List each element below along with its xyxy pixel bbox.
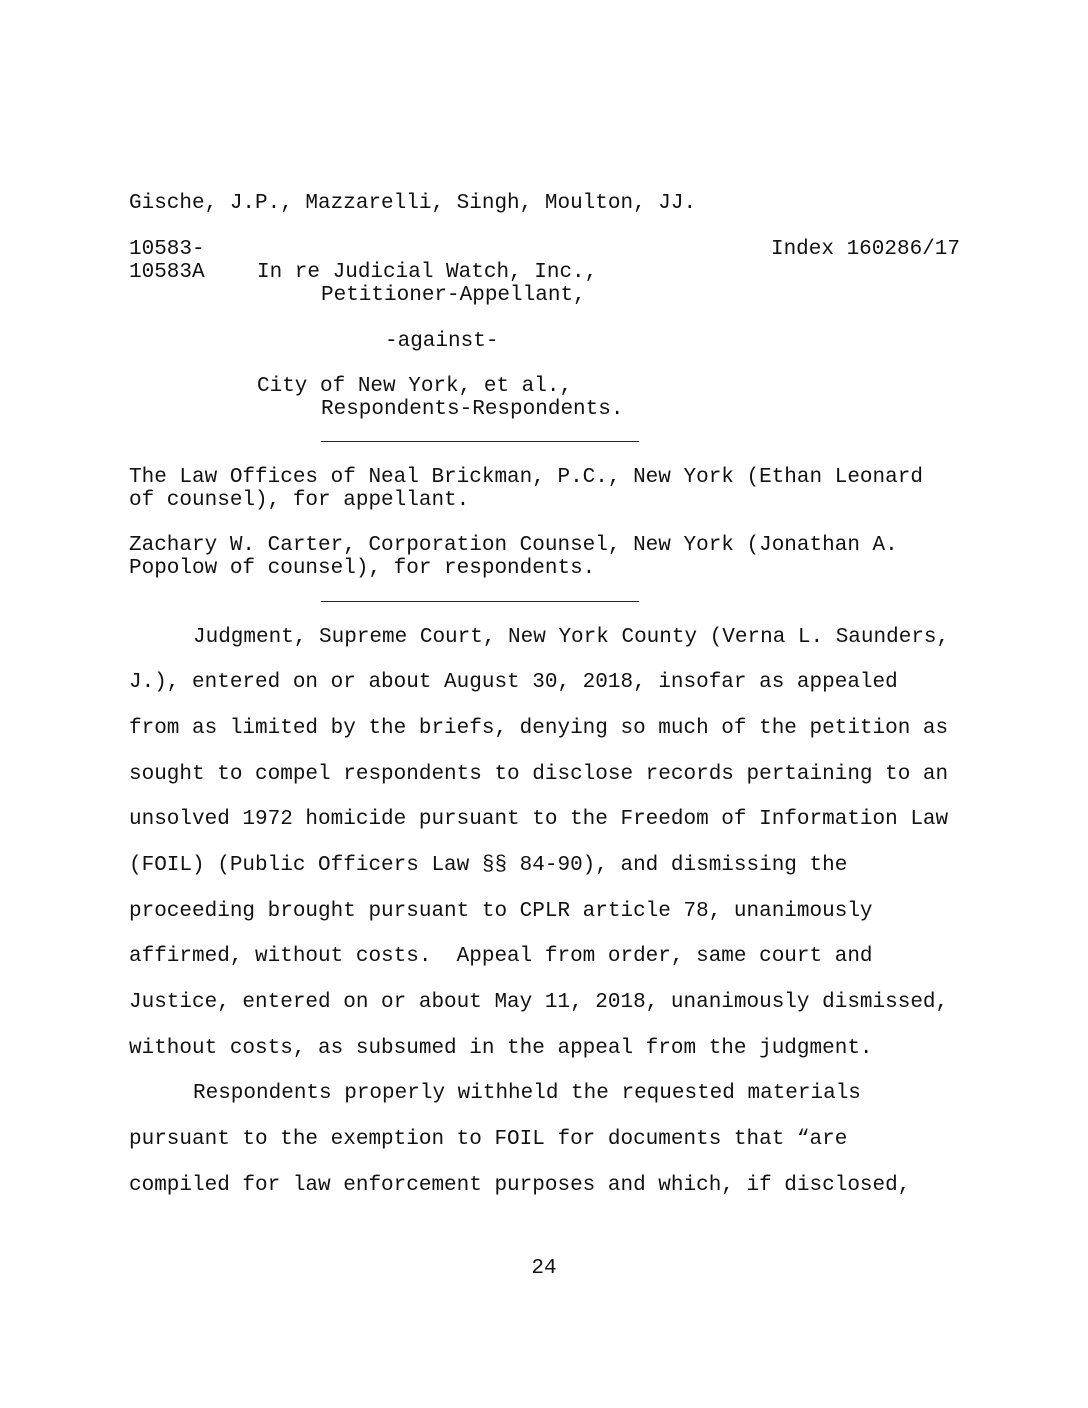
respondent-counsel-line: Popolow of counsel), for respondents. [129, 557, 596, 580]
body-line: proceeding brought pursuant to CPLR article 78, unanimously [129, 900, 873, 923]
petitioner-role: Petitioner-Appellant, [321, 284, 586, 307]
respondent-role: Respondents-Respondents. [321, 398, 624, 421]
body-line: unsolved 1972 homicide pursuant to the Freedom of Information Law [129, 808, 949, 831]
body-line: (FOIL) (Public Officers Law §§ 84-90), and dismissing the [129, 854, 848, 877]
respondent-name: City of New York, et al., [257, 375, 573, 398]
counsel-divider [321, 601, 639, 602]
docket-number-1: 10583- [129, 238, 205, 261]
body-line: sought to compel respondents to disclose records pertaining to an [129, 763, 949, 786]
petitioner-name: In re Judicial Watch, Inc., [257, 261, 598, 284]
body-line: compiled for law enforcement purposes and which, if disclosed, [129, 1174, 911, 1197]
docket-number-2: 10583A [129, 261, 205, 284]
body-line: affirmed, without costs. Appeal from order, same court and [129, 945, 873, 968]
body-line: from as limited by the briefs, denying so much of the petition as [129, 717, 949, 740]
body-line: pursuant to the exemption to FOIL for documents that “are [129, 1128, 848, 1151]
body-line: without costs, as subsumed in the appeal from the judgment. [129, 1037, 873, 1060]
page-number: 24 [531, 1257, 557, 1280]
respondent-counsel-line: Zachary W. Carter, Corporation Counsel, New York (Jonathan A. [129, 534, 898, 557]
body-line: Judgment, Supreme Court, New York County (Verna L. Saunders, [193, 626, 950, 649]
appellant-counsel-line: of counsel), for appellant. [129, 489, 470, 512]
bench-line: Gische, J.P., Mazzarelli, Singh, Moulton, JJ. [129, 192, 697, 215]
body-line: Justice, entered on or about May 11, 2018, unanimously dismissed, [129, 991, 949, 1014]
body-line: J.), entered on or about August 30, 2018, insofar as appealed [129, 671, 898, 694]
caption-divider [321, 441, 639, 442]
against-label: -against- [385, 330, 499, 353]
index-number: Index 160286/17 [770, 238, 960, 261]
appellant-counsel-line: The Law Offices of Neal Brickman, P.C., New York (Ethan Leonard [129, 466, 923, 489]
body-line: Respondents properly withheld the requested materials [193, 1082, 861, 1105]
